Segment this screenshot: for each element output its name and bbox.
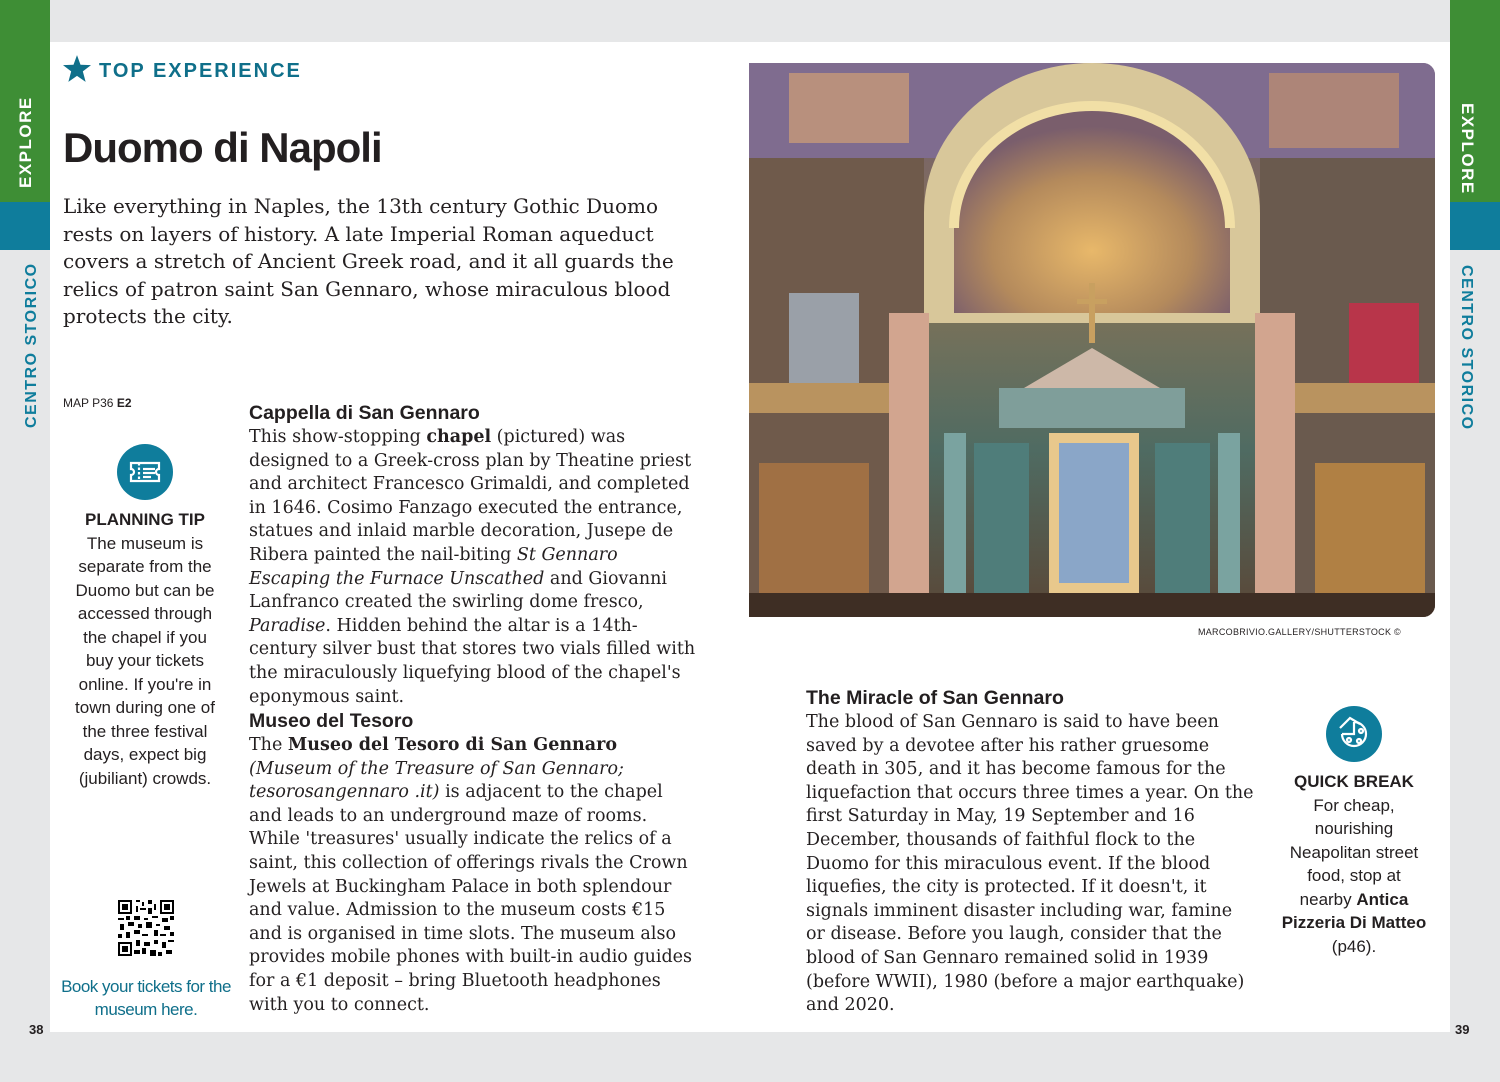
chapel-photo — [749, 63, 1435, 617]
museo-italic-translation: (Museum of the Treasure of San Gennaro; tesorosangennaro .it) — [249, 758, 624, 803]
explore-label-right: EXPLORE — [1458, 103, 1477, 195]
top-experience-text: TOP EXPERIENCE — [99, 60, 302, 82]
quick-break — [1279, 706, 1429, 958]
quick-break-heading: QUICK BREAK — [1294, 772, 1414, 791]
page-number-left: 38 — [29, 1022, 44, 1037]
page-number-right: 39 — [1455, 1022, 1470, 1037]
cappella-text-4: . Hidden behind the altar is a 14th-century silver bust that stores two vials filled with the miraculously liquefying blood of the chapel's eponymous saint. — [249, 615, 696, 707]
photo-credit: MARCOBRIVIO.GALLERY/SHUTTERSTOCK © — [1197, 627, 1401, 637]
quick-break-restaurant: Antica Pizzeria Di Matteo — [1281, 889, 1427, 932]
book-tickets-link[interactable]: Book your tickets for the museum here. — [61, 977, 231, 1019]
quick-break-body — [1279, 794, 1429, 959]
cappella-bold-chapel: chapel — [426, 427, 492, 447]
planning-tip — [70, 444, 220, 790]
museo-bold-name: Museo del Tesoro di San Gennaro — [287, 735, 618, 755]
museo-text-2: is adjacent to the chapel and leads to an underground maze of rooms. While 'treasures' usually indicate the relics of a saint, this collection of offerings rivals the Crown Jewels at Buckingham Palace in both splendour and value. Admission to the museum costs €15 and is organised in time slots. The museum also provides mobile phones with built-in audio guides for a €1 deposit – bring Bluetooth headphones with you to connect. — [249, 782, 693, 1015]
planning-tip-body: The museum is separate from the Duomo but can be accessed through the chapel if you buy your tickets online. If you're in town during one of the three festival days, expect big (jubiliant) crowds. — [75, 533, 215, 788]
page-title: Duomo di Napoli — [63, 124, 382, 171]
cappella-italic-painting: St Gennaro Escaping the Furnace Unscathed — [249, 544, 618, 589]
miracle-section — [806, 685, 1256, 1018]
cappella-text-3: and Giovanni Lanfranco created the swirling dome fresco, — [249, 568, 667, 613]
miracle-body: The blood of San Gennaro is said to have been saved by a devotee after his rather gruesome death in 305, and it has become famous for the liquefaction that occurs three times a year. On the first Saturday in May, 19 September and 16 December, thousands of faithful flock to the Duomo for this miraculous event. If the blood liquefies, the city is protected. If it doesn't, it signals imminent disaster including war, famine or disease. Before you laugh, consider that the blood of San Gennaro remained solid in 1939 (before WWII), 1980 (before a major earthquake) and 2020. — [806, 712, 1254, 1016]
area-tab-right — [1450, 202, 1500, 250]
explore-label-left: EXPLORE — [16, 96, 35, 188]
planning-tip-heading: PLANNING TIP — [85, 510, 205, 529]
museo-heading: Museo del Tesoro — [249, 710, 414, 732]
qr-code-icon[interactable] — [118, 900, 174, 960]
intro-paragraph: Like everything in Naples, the 13th century Gothic Duomo rests on layers of history. A late Imperial Roman aqueduct covers a stretch of Ancient Greek road, and it all guards the relics of patron saint San Gennaro, whose miraculous blood protects the city. — [63, 194, 674, 328]
map-reference — [63, 396, 132, 410]
cappella-italic-paradise: Paradise — [249, 615, 326, 636]
quick-break-text-2: (p46). — [1331, 936, 1377, 956]
miracle-heading: The Miracle of San Gennaro — [806, 687, 1064, 709]
pizza-icon — [1326, 706, 1382, 762]
museo-section — [249, 708, 699, 1017]
area-label-left: CENTRO STORICO — [23, 262, 40, 428]
map-ref-grid: E2 — [116, 396, 132, 410]
area-label-right: CENTRO STORICO — [1458, 265, 1475, 431]
museo-body — [249, 734, 699, 1017]
star-icon — [63, 55, 91, 88]
cappella-body — [249, 426, 699, 709]
area-tab-left — [0, 202, 50, 250]
ticket-icon — [117, 444, 173, 500]
museo-text-1: The — [249, 735, 288, 755]
map-ref-prefix: MAP P36 — [63, 396, 114, 410]
cappella-heading: Cappella di San Gennaro — [249, 402, 480, 424]
cappella-text-2: (pictured) was designed to a Greek-cross plan by Theatine priest and architect Francesco Grimaldi, and completed in 1646. Cosimo Fanzago executed the entrance, statues and inlaid marble decoration, Jusepe de Ribera painted the nail-biting — [249, 427, 692, 565]
cappella-section — [249, 400, 699, 709]
cappella-text-1: This show-stopping — [249, 427, 427, 447]
top-experience-label — [63, 55, 302, 88]
quick-break-text-1: For cheap, nourishing Neapolitan street food, stop at nearby — [1289, 795, 1419, 909]
